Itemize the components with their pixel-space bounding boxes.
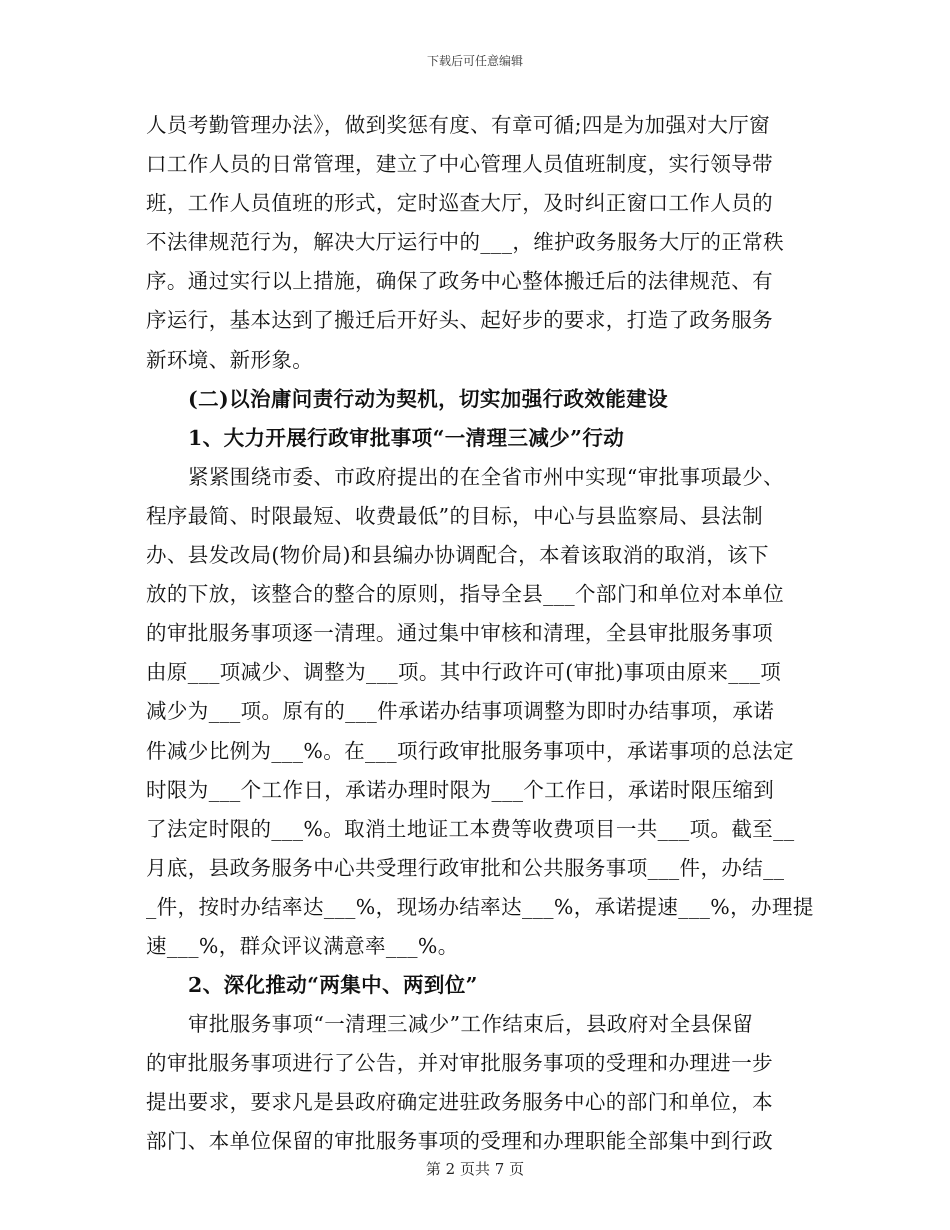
- text-line: 口工作人员的日常管理，建立了中心管理人员值班制度，实行领导带: [146, 152, 773, 177]
- text-line: 提出要求，要求凡是县政府确定进驻政务服务中心的部门和单位，本: [146, 1090, 773, 1115]
- text-line: 部门、本单位保留的审批服务事项的受理和办理职能全部集中到行政: [146, 1129, 773, 1154]
- text-line: 月底，县政务服务中心共受理行政审批和公共服务事项___件，办结__: [146, 855, 785, 880]
- text-line: 紧紧围绕市委、市政府提出的在全省市州中实现“审批事项最少、: [188, 464, 785, 489]
- text-line: 件减少比例为___%。在___项行政审批服务事项中，承诺事项的总法定: [146, 738, 795, 763]
- text-line: 新环境、新形象。: [146, 347, 314, 372]
- text-line: 不法律规范行为，解决大厅运行中的___，维护政务服务大厅的正常秩: [146, 230, 785, 255]
- section-heading: (二)以治庸问责行动为契机，切实加强行政效能建设: [188, 386, 668, 411]
- text-line: 由原___项减少、调整为___项。其中行政许可(审批)事项由原来___项: [146, 660, 782, 685]
- text-line: 班，工作人员值班的形式，定时巡查大厅，及时纠正窗口工作人员的: [146, 191, 773, 216]
- text-line: 了法定时限的___%。取消土地证工本费等收费项目一共___项。截至__: [146, 816, 795, 841]
- section-heading: 2、深化推动“两集中、两到位”: [188, 973, 478, 998]
- text-line: 时限为___个工作日，承诺办理时限为___个工作日，承诺时限压缩到: [146, 777, 775, 802]
- page-footer: 第 2 页共 7 页: [425, 1160, 525, 1178]
- text-line: 审批服务事项“一清理三减少”工作结束后，县政府对全县保留: [188, 1012, 754, 1037]
- text-line: _件，按时办结率达___%，现场办结率达___%，承诺提速___%，办理提: [146, 894, 814, 919]
- document-body: [146, 106, 814, 1162]
- text-line: 序运行，基本达到了搬迁后开好头、起好步的要求，打造了政务服务: [146, 308, 773, 333]
- text-line: 人员考勤管理办法》，做到奖惩有度、有章可循;四是为加强对大厅窗: [146, 113, 771, 137]
- text-line: 办、县发改局(物价局)和县编办协调配合，本着该取消的取消，该下: [146, 543, 769, 568]
- text-line: 速___%，群众评议满意率___%。: [146, 933, 459, 958]
- text-line: 放的下放，该整合的整合的原则，指导全县___个部门和单位对本单位: [146, 582, 785, 607]
- text-line: 的审批服务事项逐一清理。通过集中审核和清理，全县审批服务事项: [146, 621, 773, 646]
- text-line: 的审批服务事项进行了公告，并对审批服务事项的受理和办理进一步: [146, 1051, 773, 1076]
- text-line: 减少为___项。原有的___件承诺办结事项调整为即时办结事项，承诺: [146, 699, 775, 724]
- text-line: 程序最简、时限最短、收费最低”的目标，中心与县监察局、县法制: [146, 503, 763, 528]
- page-header: 下载后可任意编辑: [426, 54, 523, 68]
- section-heading: 1、大力开展行政审批事项“一清理三减少”行动: [188, 425, 625, 450]
- text-line: 序。通过实行以上措施，确保了政务中心整体搬迁后的法律规范、有: [146, 269, 773, 294]
